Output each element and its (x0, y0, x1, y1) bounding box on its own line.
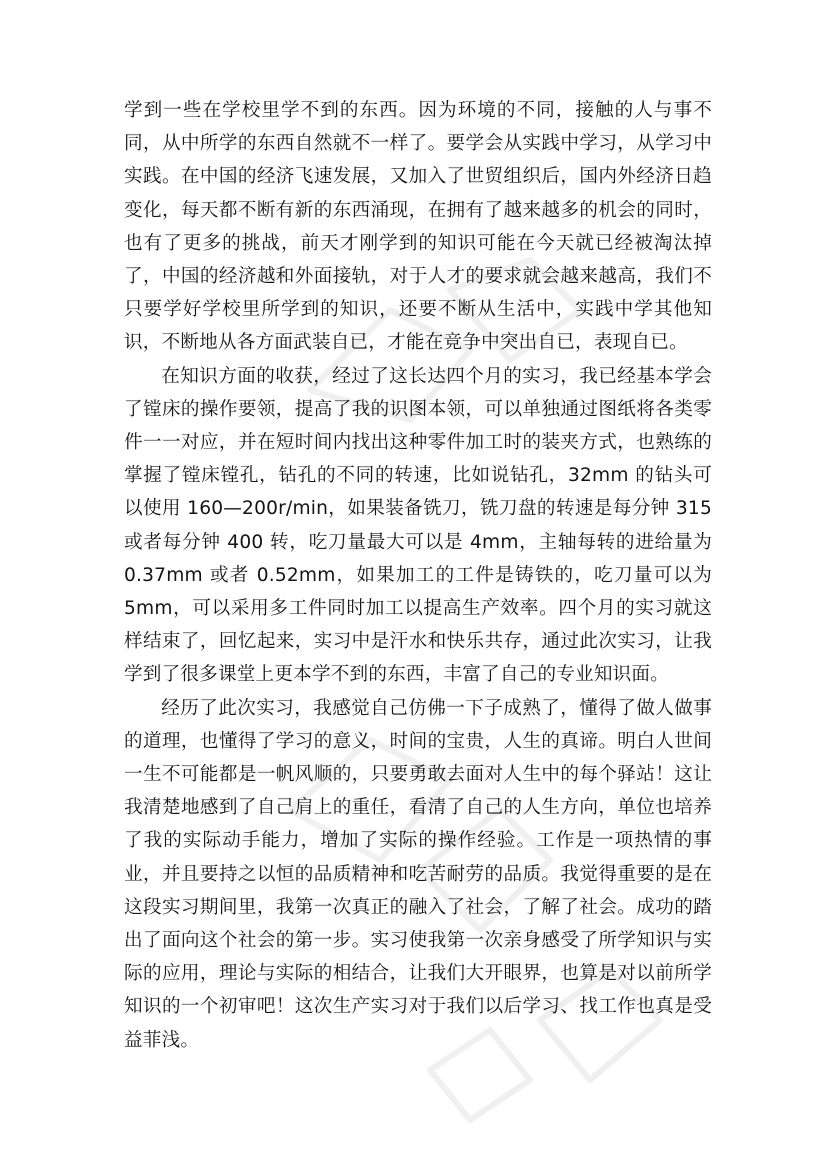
document-body (124, 94, 712, 1057)
paragraph-2: 在知识方面的收获，经过了这长达四个月的实习，我已经基本学会了镗床的操作要领，提高了我的识图本领，可以单独通过图纸将各类零件一一对应，并在短时间内找出这种零件加工时的装夹方式，也熟练的掌握了镗床镗孔，钻孔的不同的转速，比如说钻孔，32mm 的钻头可以使用 160—200r/min，如果装备铣刀，铣刀盘的转速是每分钟 315 或者每分钟 400 转，吃刀量最大可以是 4mm，主轴每转的进给量为 0.37mm 或者 0.52mm，如果加工的工件是铸铁的，吃刀量可以为 5mm，可以采用多工件同时加工以提高生产效率。四个月的实习就这样结束了，回忆起来，实习中是汗水和快乐共存，通过此次实习，让我学到了很多课堂上更本学不到的东西，丰富了自己的专业知识面。 (124, 365, 712, 686)
paragraph-1: 学到一些在学校里学不到的东西。因为环境的不同，接触的人与事不同，从中所学的东西自然就不一样了。要学会从实践中学习，从学习中实践。在中国的经济飞速发展，又加入了世贸组织后，国内外经济日趋变化，每天都不断有新的东西涌现，在拥有了越来越多的机会的同时，也有了更多的挑战，前天才刚学到的知识可能在今天就已经被淘汰掉了，中国的经济越和外面接轨，对于人才的要求就会越来越高，我们不只要学好学校里所学到的知识，还要不断从生活中，实践中学其他知识，不断地从各方面武装自已，才能在竞争中突出自已，表现自已。 (124, 100, 712, 354)
paragraph-3: 经历了此次实习，我感觉自己仿佛一下子成熟了，懂得了做人做事的道理，也懂得了学习的意义，时间的宝贵，人生的真谛。明白人世间一生不可能都是一帆风顺的，只要勇敢去面对人生中的每个驿站！这让我清楚地感到了自己肩上的重任，看清了自己的人生方向，单位也培养了我的实际动手能力，增加了实际的操作经验。工作是一项热情的事业，并且要持之以恒的品质精神和吃苦耐劳的品质。我觉得重要的是在这段实习期间里，我第一次真正的融入了社会，了解了社会。成功的踏出了面向这个社会的第一步。实习使我第一次亲身感受了所学知识与实际的应用，理论与实际的相结合，让我们大开眼界，也算是对以前所学知识的一个初审吧！这次生产实习对于我们以后学习、找工作也真是受益菲浅。 (124, 697, 712, 1051)
